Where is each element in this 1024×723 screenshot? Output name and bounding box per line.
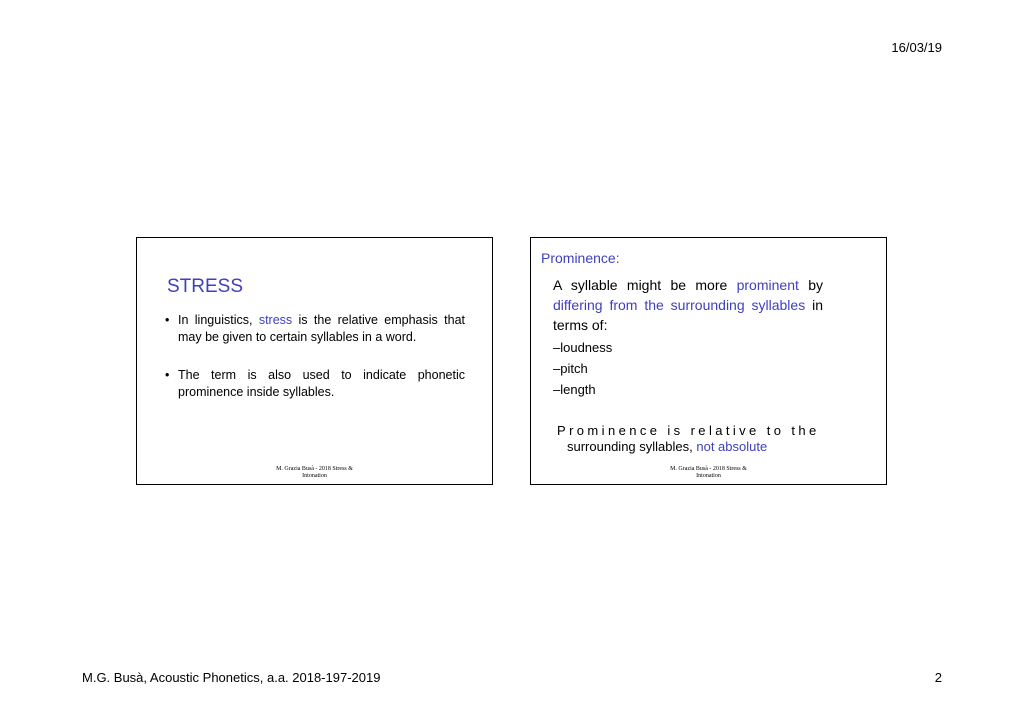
bullet-icon: • — [165, 313, 170, 327]
bullet-text: The term is also used to indicate phonetic prominence inside syllables. — [178, 368, 465, 399]
highlight-term: not absolute — [696, 439, 768, 454]
bullet-item — [165, 367, 465, 400]
slide-title: Prominence: — [541, 250, 620, 266]
highlight-term: stress — [258, 313, 293, 327]
para-text: by — [798, 277, 823, 293]
note-text: surrounding syllables, — [567, 439, 697, 454]
sub-list — [553, 337, 612, 400]
slide-footer-line: M. Grazia Busà - 2018 Stress & — [276, 466, 353, 472]
slide-footer-line: M. Grazia Busà - 2018 Stress & — [670, 466, 747, 472]
page-number: 2 — [934, 670, 942, 685]
para-text: A syllable might be more — [553, 277, 737, 293]
page-date: 16/03/19 — [891, 40, 942, 55]
page-footer-text: M.G. Busà, Acoustic Phonetics, a.a. 2018-197-2019 — [82, 670, 381, 685]
sub-item-pitch: –pitch — [553, 361, 588, 376]
bullet-text: In linguistics, — [178, 313, 259, 327]
bullet-text: is the relative emphasis that may be given to certain syllables in a word. — [178, 313, 465, 344]
note-line — [557, 439, 825, 454]
slide-paragraph — [553, 275, 823, 335]
bullet-list — [165, 312, 465, 422]
highlight-term: prominent — [736, 277, 799, 293]
slide-title: STRESS — [167, 276, 244, 297]
slide-footer — [137, 466, 492, 480]
slide-footer — [531, 466, 886, 480]
note-line: Prominence is relative to the — [557, 423, 820, 438]
para-text: in terms of: — [553, 297, 823, 333]
sub-item-loudness: –loudness — [553, 340, 613, 355]
slide-note — [557, 423, 825, 454]
slide-footer-line: Intonation — [302, 473, 327, 479]
slide-footer-line: Intonation — [696, 473, 721, 479]
slide-prominence — [530, 237, 887, 485]
highlight-term: differing from the surrounding syllables — [553, 297, 806, 313]
bullet-item — [165, 312, 465, 345]
sub-item-length: –length — [553, 382, 596, 397]
bullet-icon: • — [165, 368, 170, 382]
slide-stress — [136, 237, 493, 485]
